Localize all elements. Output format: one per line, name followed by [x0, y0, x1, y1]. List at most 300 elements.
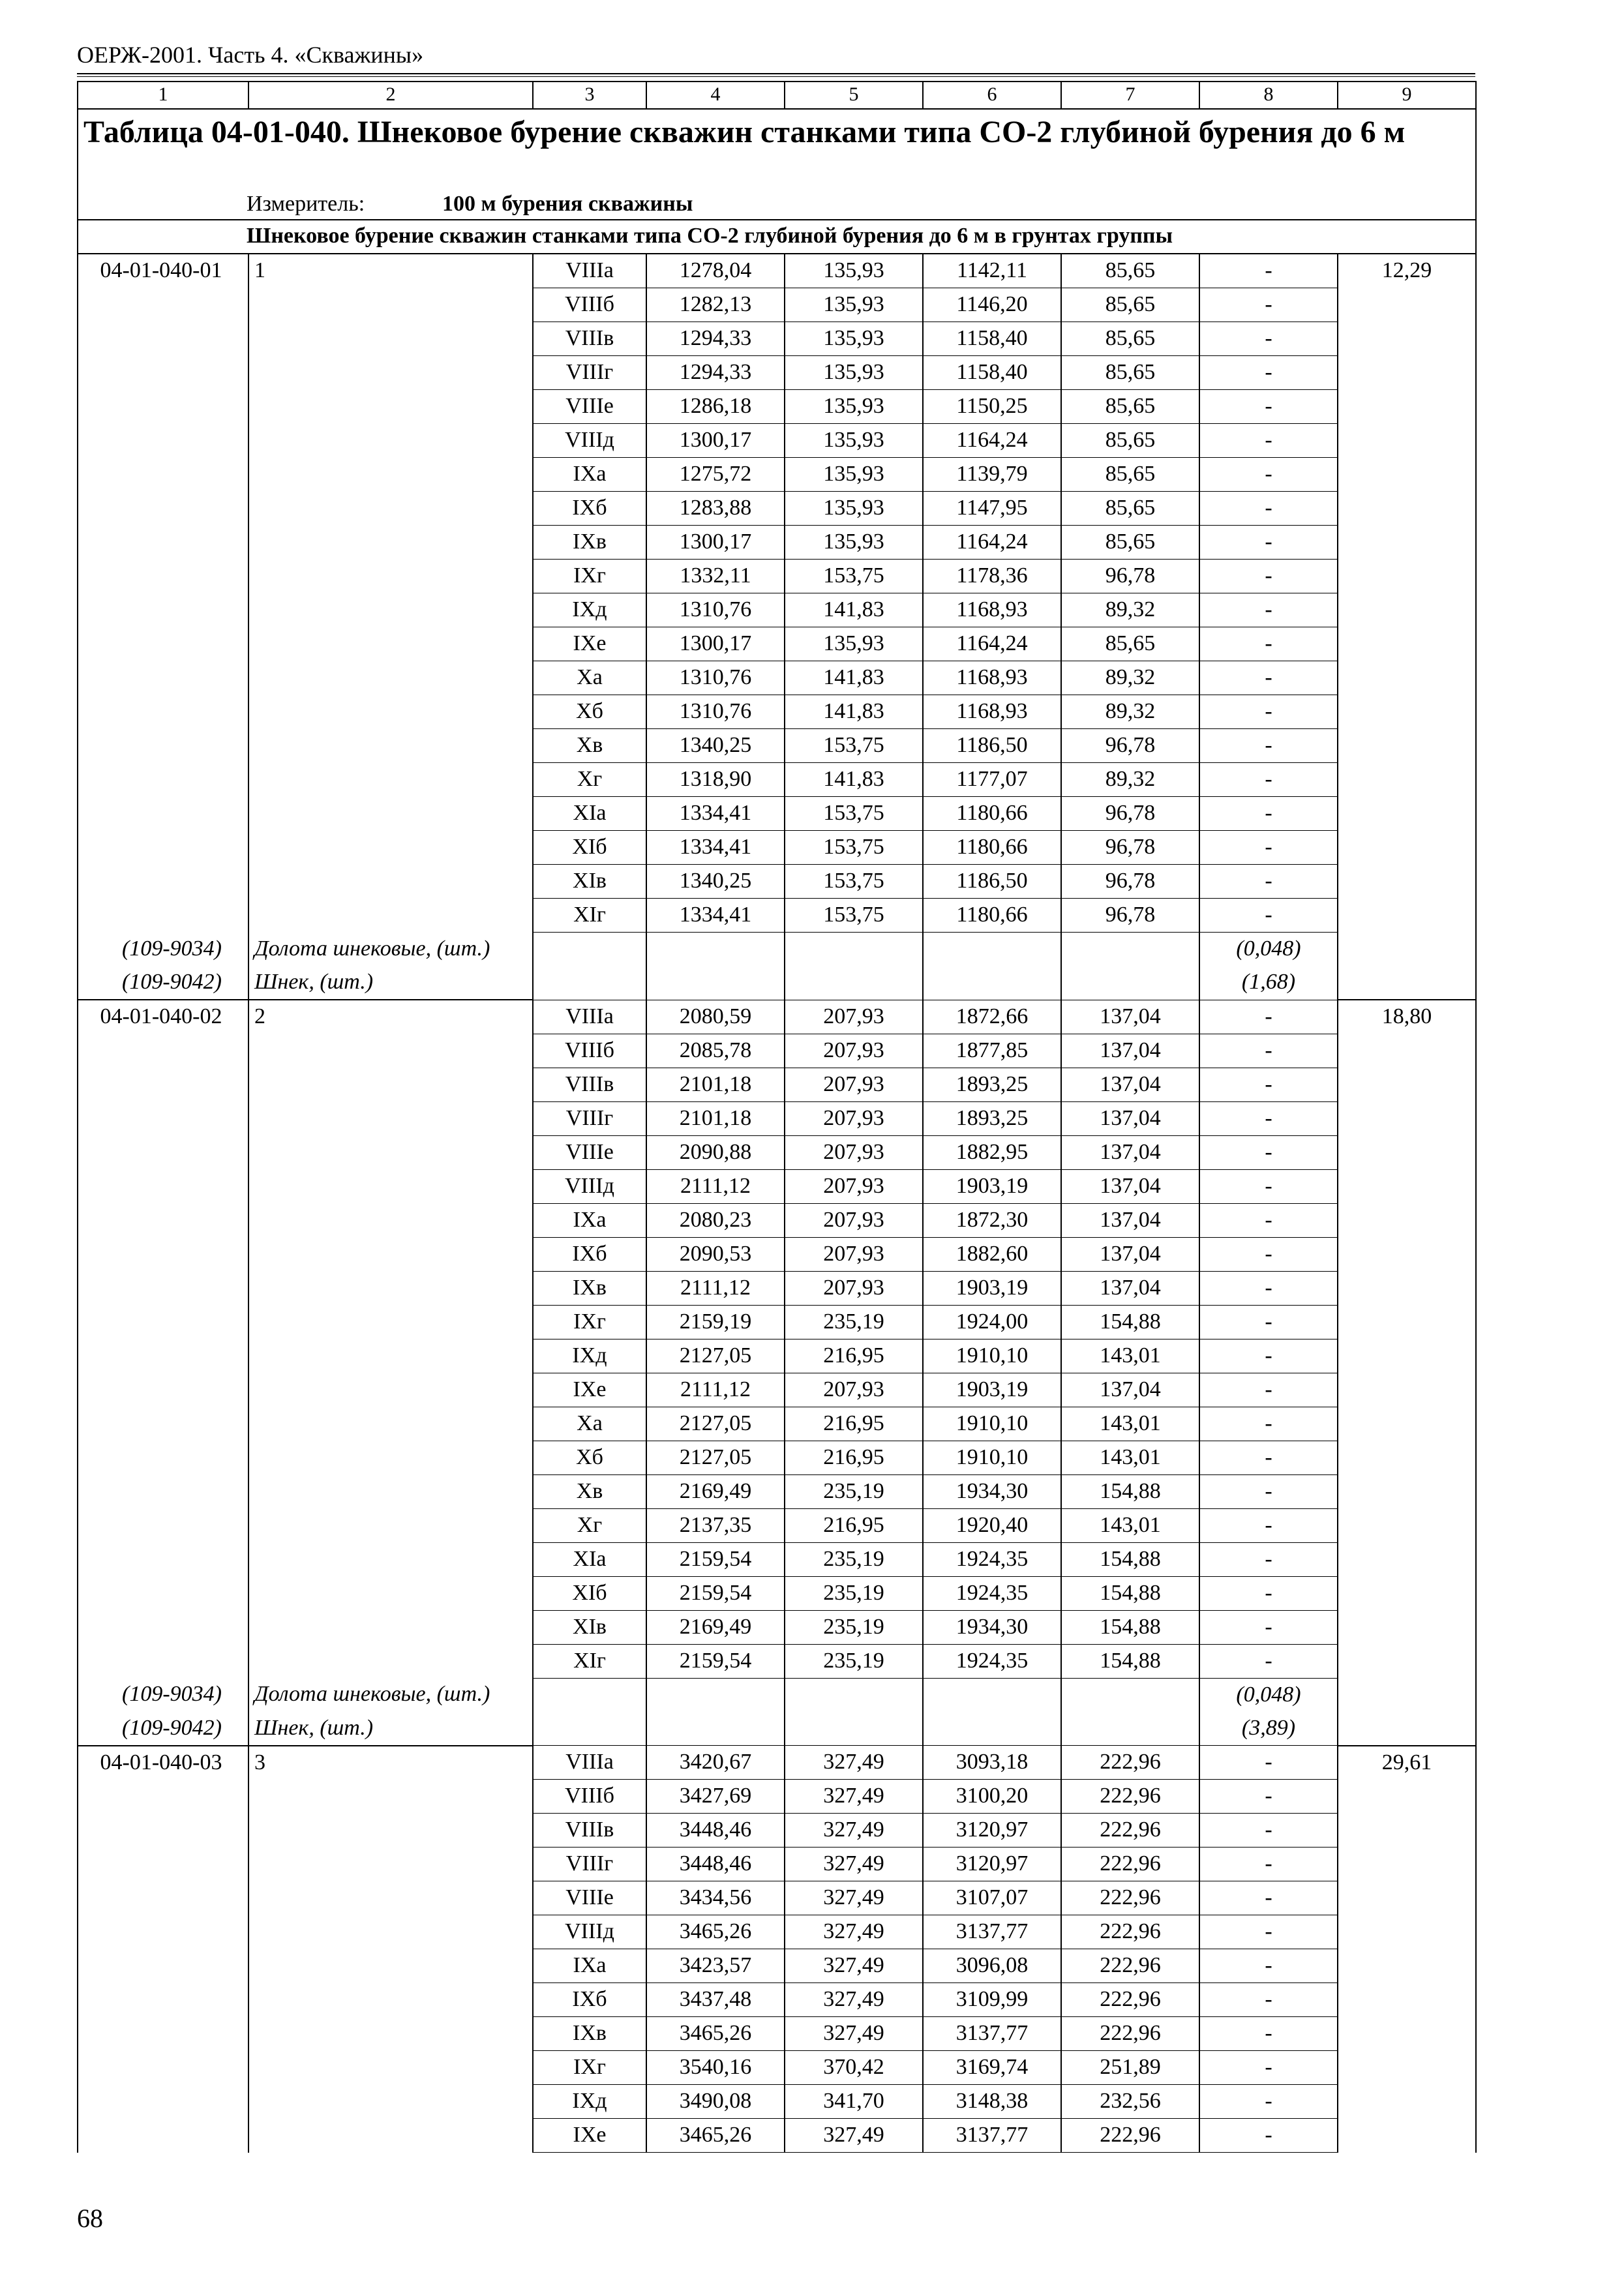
value-cell: 1168,93	[923, 661, 1061, 695]
value-cell: 3137,77	[923, 1915, 1061, 1949]
empty-cell	[785, 933, 923, 966]
value-cell: -	[1199, 356, 1338, 390]
value-cell: 1300,17	[646, 424, 785, 458]
value-cell: -	[1199, 2051, 1338, 2085]
value-cell: 1934,30	[923, 1610, 1061, 1644]
value-cell: 1146,20	[923, 288, 1061, 322]
rate-code: 04-01-040-01	[78, 254, 248, 933]
value-cell: 251,89	[1061, 2051, 1199, 2085]
value-cell: -	[1199, 2119, 1338, 2153]
soil-group: VIIIг	[533, 1848, 646, 1881]
value-cell: 141,83	[785, 593, 923, 627]
value-cell: 135,93	[785, 627, 923, 661]
resource-value: (0,048)	[1199, 1678, 1338, 1712]
value-cell: 2111,12	[646, 1271, 785, 1305]
soil-group: IXа	[533, 1949, 646, 1983]
value-cell: 1164,24	[923, 424, 1061, 458]
empty-cell	[646, 966, 785, 1000]
value-cell: -	[1199, 661, 1338, 695]
value-cell: 1910,10	[923, 1407, 1061, 1441]
table-row	[78, 1000, 1476, 1034]
value-cell: 222,96	[1061, 1881, 1199, 1915]
soil-group: Xб	[533, 1441, 646, 1474]
value-cell: 153,75	[785, 560, 923, 593]
value-cell: 137,04	[1061, 1271, 1199, 1305]
value-cell: -	[1199, 1915, 1338, 1949]
table-title: Таблица 04-01-040. Шнековое бурение скважин станками типа СО-2 глубиной бурения до 6 м	[78, 109, 1476, 190]
soil-group: IXв	[533, 1271, 646, 1305]
value-cell: 3434,56	[646, 1881, 785, 1915]
value-cell: 154,88	[1061, 1576, 1199, 1610]
value-cell: 1334,41	[646, 899, 785, 933]
value-cell: 1872,66	[923, 1000, 1061, 1034]
soil-group: VIIIа	[533, 254, 646, 288]
soil-group: VIIIа	[533, 1000, 646, 1034]
value-cell: 85,65	[1061, 492, 1199, 526]
value-cell: 2101,18	[646, 1101, 785, 1135]
value-cell: -	[1199, 1339, 1338, 1373]
value-cell: 137,04	[1061, 1203, 1199, 1237]
value-cell: 1164,24	[923, 627, 1061, 661]
value-cell: 85,65	[1061, 627, 1199, 661]
value-cell: 207,93	[785, 1169, 923, 1203]
resource-name: Шнек, (шт.)	[248, 966, 533, 1000]
value-cell: 1178,36	[923, 560, 1061, 593]
soil-group: VIIIб	[533, 288, 646, 322]
soil-group: VIIIе	[533, 1881, 646, 1915]
value-cell: 1318,90	[646, 763, 785, 797]
value-cell: -	[1199, 254, 1338, 288]
value-cell: 135,93	[785, 492, 923, 526]
value-cell: -	[1199, 1237, 1338, 1271]
value-cell: 154,88	[1061, 1542, 1199, 1576]
value-cell: -	[1199, 1271, 1338, 1305]
value-cell: 1283,88	[646, 492, 785, 526]
value-cell: 153,75	[785, 797, 923, 831]
value-cell: 3465,26	[646, 1915, 785, 1949]
resource-row	[78, 966, 1476, 1000]
value-cell: 1872,30	[923, 1203, 1061, 1237]
meter-value: 100 м бурения скважины	[442, 192, 693, 216]
value-cell: 2159,54	[646, 1576, 785, 1610]
resource-row	[78, 1712, 1476, 1746]
value-cell: 3120,97	[923, 1814, 1061, 1848]
value-cell: 1282,13	[646, 288, 785, 322]
value-cell: 3137,77	[923, 2017, 1061, 2051]
soil-group: Xб	[533, 695, 646, 729]
value-cell: 2111,12	[646, 1373, 785, 1407]
value-cell: 1142,11	[923, 254, 1061, 288]
value-cell: 1334,41	[646, 797, 785, 831]
value-cell: 207,93	[785, 1068, 923, 1101]
value-cell: 96,78	[1061, 560, 1199, 593]
value-cell: 1180,66	[923, 797, 1061, 831]
empty-cell	[785, 1678, 923, 1712]
value-cell: 143,01	[1061, 1407, 1199, 1441]
soil-group: IXе	[533, 1373, 646, 1407]
value-cell: 85,65	[1061, 458, 1199, 492]
value-cell: 85,65	[1061, 526, 1199, 560]
value-cell: -	[1199, 560, 1338, 593]
resource-name: Долота шнековые, (шт.)	[248, 1678, 533, 1712]
header-rule	[77, 73, 1475, 77]
soil-group: VIIIд	[533, 1169, 646, 1203]
value-cell: -	[1199, 2017, 1338, 2051]
value-cell: 3109,99	[923, 1983, 1061, 2017]
value-cell: 96,78	[1061, 899, 1199, 933]
soil-group: VIIIе	[533, 390, 646, 424]
value-cell: -	[1199, 1881, 1338, 1915]
value-cell: 96,78	[1061, 865, 1199, 899]
soil-group: IXд	[533, 2085, 646, 2119]
value-cell: 141,83	[785, 763, 923, 797]
value-cell: 1877,85	[923, 1034, 1061, 1068]
value-cell: 207,93	[785, 1237, 923, 1271]
running-header: ОЕРЖ-2001. Часть 4. «Скважины»	[77, 42, 424, 68]
value-cell: -	[1199, 1373, 1338, 1407]
labor-cost: 18,80	[1338, 1000, 1476, 1746]
column-number: 5	[785, 82, 923, 109]
value-cell: 207,93	[785, 1101, 923, 1135]
value-cell: 3448,46	[646, 1848, 785, 1881]
rate-description: 2	[248, 1000, 533, 1678]
value-cell: 3540,16	[646, 2051, 785, 2085]
table-subheading: Шнековое бурение скважин станками типа СО-2 глубиной бурения до 6 м в грунтах группы	[78, 220, 1476, 254]
value-cell: 207,93	[785, 1203, 923, 1237]
value-cell: 1275,72	[646, 458, 785, 492]
soil-group: IXб	[533, 1237, 646, 1271]
value-cell: 235,19	[785, 1542, 923, 1576]
value-cell: 2159,19	[646, 1305, 785, 1339]
soil-group: VIIIб	[533, 1034, 646, 1068]
soil-group: XIа	[533, 1542, 646, 1576]
value-cell: 137,04	[1061, 1068, 1199, 1101]
value-cell: 1924,35	[923, 1542, 1061, 1576]
value-cell: -	[1199, 1576, 1338, 1610]
value-cell: 3423,57	[646, 1949, 785, 1983]
empty-cell	[646, 933, 785, 966]
value-cell: 143,01	[1061, 1441, 1199, 1474]
soil-group: VIIIб	[533, 1780, 646, 1814]
value-cell: 1150,25	[923, 390, 1061, 424]
value-cell: -	[1199, 797, 1338, 831]
value-cell: 1168,93	[923, 593, 1061, 627]
value-cell: 3490,08	[646, 2085, 785, 2119]
empty-cell	[785, 966, 923, 1000]
meter-label: Измеритель:	[247, 192, 365, 216]
value-cell: 3120,97	[923, 1848, 1061, 1881]
value-cell: 2101,18	[646, 1068, 785, 1101]
value-cell: -	[1199, 492, 1338, 526]
value-cell: 327,49	[785, 1949, 923, 1983]
value-cell: -	[1199, 424, 1338, 458]
soil-group: XIг	[533, 899, 646, 933]
value-cell: 153,75	[785, 831, 923, 865]
value-cell: 1334,41	[646, 831, 785, 865]
value-cell: 1903,19	[923, 1373, 1061, 1407]
value-cell: 89,32	[1061, 593, 1199, 627]
value-cell: -	[1199, 831, 1338, 865]
value-cell: 85,65	[1061, 322, 1199, 356]
value-cell: -	[1199, 1203, 1338, 1237]
soil-group: VIIIв	[533, 1068, 646, 1101]
value-cell: 1340,25	[646, 729, 785, 763]
column-number: 1	[78, 82, 248, 109]
value-cell: 96,78	[1061, 797, 1199, 831]
value-cell: -	[1199, 1610, 1338, 1644]
soil-group: XIв	[533, 1610, 646, 1644]
soil-group: XIа	[533, 797, 646, 831]
value-cell: -	[1199, 1474, 1338, 1508]
value-cell: 2085,78	[646, 1034, 785, 1068]
value-cell: -	[1199, 1814, 1338, 1848]
value-cell: 216,95	[785, 1407, 923, 1441]
value-cell: 2169,49	[646, 1474, 785, 1508]
soil-group: VIIIг	[533, 1101, 646, 1135]
value-cell: 1924,35	[923, 1576, 1061, 1610]
soil-group: IXг	[533, 2051, 646, 2085]
resource-code: (109-9042)	[78, 1712, 248, 1746]
resource-row	[78, 933, 1476, 966]
value-cell: 137,04	[1061, 1135, 1199, 1169]
value-cell: 3100,20	[923, 1780, 1061, 1814]
soil-group: IXв	[533, 2017, 646, 2051]
value-cell: 137,04	[1061, 1169, 1199, 1203]
resource-name: Шнек, (шт.)	[248, 1712, 533, 1746]
table-title-row	[78, 109, 1476, 190]
value-cell: -	[1199, 695, 1338, 729]
value-cell: 327,49	[785, 1780, 923, 1814]
value-cell: 89,32	[1061, 763, 1199, 797]
value-cell: 222,96	[1061, 1983, 1199, 2017]
soil-group: VIIIд	[533, 424, 646, 458]
value-cell: 1924,35	[923, 1644, 1061, 1678]
empty-cell	[1061, 966, 1199, 1000]
value-cell: 370,42	[785, 2051, 923, 2085]
value-cell: 1310,76	[646, 695, 785, 729]
soil-group: IXд	[533, 593, 646, 627]
soil-group: XIг	[533, 1644, 646, 1678]
value-cell: 235,19	[785, 1644, 923, 1678]
value-cell: 207,93	[785, 1034, 923, 1068]
value-cell: 327,49	[785, 1814, 923, 1848]
empty-cell	[785, 1712, 923, 1746]
value-cell: 2090,53	[646, 1237, 785, 1271]
value-cell: 141,83	[785, 695, 923, 729]
value-cell: 222,96	[1061, 2119, 1199, 2153]
value-cell: 2127,05	[646, 1441, 785, 1474]
soil-group: IXд	[533, 1339, 646, 1373]
soil-group: Xг	[533, 763, 646, 797]
value-cell: -	[1199, 1508, 1338, 1542]
labor-cost: 12,29	[1338, 254, 1476, 1000]
empty-cell	[923, 1712, 1061, 1746]
column-number: 4	[646, 82, 785, 109]
value-cell: -	[1199, 322, 1338, 356]
value-cell: -	[1199, 899, 1338, 933]
value-cell: 135,93	[785, 254, 923, 288]
value-cell: 1920,40	[923, 1508, 1061, 1542]
soil-group: XIб	[533, 831, 646, 865]
resource-value: (3,89)	[1199, 1712, 1338, 1746]
soil-group: XIв	[533, 865, 646, 899]
value-cell: -	[1199, 1034, 1338, 1068]
value-cell: 2137,35	[646, 1508, 785, 1542]
value-cell: 1158,40	[923, 322, 1061, 356]
value-cell: 222,96	[1061, 1746, 1199, 1780]
value-cell: 154,88	[1061, 1474, 1199, 1508]
rate-code: 04-01-040-02	[78, 1000, 248, 1678]
value-cell: -	[1199, 1746, 1338, 1780]
soil-group: Xг	[533, 1508, 646, 1542]
value-cell: 327,49	[785, 1881, 923, 1915]
value-cell: 153,75	[785, 729, 923, 763]
value-cell: -	[1199, 865, 1338, 899]
value-cell: 1310,76	[646, 661, 785, 695]
rate-description: 1	[248, 254, 533, 933]
value-cell: 1893,25	[923, 1068, 1061, 1101]
value-cell: 2080,59	[646, 1000, 785, 1034]
value-cell: -	[1199, 627, 1338, 661]
value-cell: 1340,25	[646, 865, 785, 899]
column-number: 6	[923, 82, 1061, 109]
soil-group: Xв	[533, 1474, 646, 1508]
resource-code: (109-9034)	[78, 1678, 248, 1712]
value-cell: 1180,66	[923, 899, 1061, 933]
value-cell: 1300,17	[646, 526, 785, 560]
soil-group: IXг	[533, 560, 646, 593]
value-cell: 1186,50	[923, 865, 1061, 899]
value-cell: 1882,95	[923, 1135, 1061, 1169]
empty-cell	[1061, 1712, 1199, 1746]
value-cell: 2080,23	[646, 1203, 785, 1237]
value-cell: 1310,76	[646, 593, 785, 627]
value-cell: 3420,67	[646, 1746, 785, 1780]
value-cell: 1168,93	[923, 695, 1061, 729]
value-cell: 135,93	[785, 322, 923, 356]
value-cell: 1147,95	[923, 492, 1061, 526]
value-cell: -	[1199, 1949, 1338, 1983]
value-cell: 222,96	[1061, 1949, 1199, 1983]
value-cell: 216,95	[785, 1508, 923, 1542]
value-cell: 153,75	[785, 899, 923, 933]
soil-group: VIIIв	[533, 322, 646, 356]
value-cell: 143,01	[1061, 1339, 1199, 1373]
value-cell: 235,19	[785, 1610, 923, 1644]
value-cell: 1164,24	[923, 526, 1061, 560]
resource-value: (1,68)	[1199, 966, 1338, 1000]
value-cell: 222,96	[1061, 1848, 1199, 1881]
value-cell: -	[1199, 729, 1338, 763]
value-cell: 137,04	[1061, 1101, 1199, 1135]
value-cell: 1294,33	[646, 356, 785, 390]
value-cell: -	[1199, 1135, 1338, 1169]
value-cell: 154,88	[1061, 1644, 1199, 1678]
value-cell: -	[1199, 1848, 1338, 1881]
value-cell: 137,04	[1061, 1034, 1199, 1068]
soil-group: VIIIв	[533, 1814, 646, 1848]
value-cell: 135,93	[785, 356, 923, 390]
meter-cell	[78, 190, 1476, 220]
value-cell: 2159,54	[646, 1542, 785, 1576]
value-cell: 135,93	[785, 288, 923, 322]
value-cell: 3427,69	[646, 1780, 785, 1814]
value-cell: 207,93	[785, 1271, 923, 1305]
column-number: 7	[1061, 82, 1199, 109]
empty-cell	[646, 1678, 785, 1712]
value-cell: 235,19	[785, 1305, 923, 1339]
value-cell: 1158,40	[923, 356, 1061, 390]
value-cell: 154,88	[1061, 1610, 1199, 1644]
value-cell: 235,19	[785, 1576, 923, 1610]
soil-group: IXв	[533, 526, 646, 560]
value-cell: -	[1199, 1441, 1338, 1474]
value-cell: 2159,54	[646, 1644, 785, 1678]
soil-group: Xа	[533, 1407, 646, 1441]
soil-group: Xв	[533, 729, 646, 763]
resource-name: Долота шнековые, (шт.)	[248, 933, 533, 966]
value-cell: 2169,49	[646, 1610, 785, 1644]
value-cell: -	[1199, 1983, 1338, 2017]
value-cell: 1278,04	[646, 254, 785, 288]
value-cell: 3107,07	[923, 1881, 1061, 1915]
value-cell: -	[1199, 1644, 1338, 1678]
column-number: 9	[1338, 82, 1476, 109]
value-cell: 222,96	[1061, 1780, 1199, 1814]
value-cell: -	[1199, 763, 1338, 797]
soil-group: VIIIг	[533, 356, 646, 390]
value-cell: -	[1199, 458, 1338, 492]
value-cell: 1903,19	[923, 1169, 1061, 1203]
value-cell: -	[1199, 526, 1338, 560]
value-cell: 1332,11	[646, 560, 785, 593]
empty-cell	[923, 933, 1061, 966]
column-number-row	[78, 82, 1476, 109]
value-cell: -	[1199, 2085, 1338, 2119]
value-cell: -	[1199, 288, 1338, 322]
column-number: 2	[248, 82, 533, 109]
value-cell: 135,93	[785, 458, 923, 492]
empty-cell	[533, 933, 646, 966]
value-cell: 1294,33	[646, 322, 785, 356]
value-cell: 3448,46	[646, 1814, 785, 1848]
value-cell: 207,93	[785, 1373, 923, 1407]
value-cell: -	[1199, 1068, 1338, 1101]
soil-group: IXб	[533, 1983, 646, 2017]
table-row	[78, 254, 1476, 288]
value-cell: -	[1199, 1407, 1338, 1441]
soil-group: Xа	[533, 661, 646, 695]
empty-cell	[533, 966, 646, 1000]
rates-table	[77, 81, 1477, 2153]
value-cell: 85,65	[1061, 254, 1199, 288]
value-cell: 207,93	[785, 1000, 923, 1034]
value-cell: 89,32	[1061, 695, 1199, 729]
soil-group: VIIIа	[533, 1746, 646, 1780]
value-cell: 135,93	[785, 424, 923, 458]
value-cell: 85,65	[1061, 424, 1199, 458]
column-number: 3	[533, 82, 646, 109]
page-number: 68	[77, 2204, 103, 2233]
value-cell: 327,49	[785, 2119, 923, 2153]
value-cell: 135,93	[785, 526, 923, 560]
resource-code: (109-9034)	[78, 933, 248, 966]
value-cell: 222,96	[1061, 1814, 1199, 1848]
empty-cell	[923, 1678, 1061, 1712]
value-cell: 222,96	[1061, 1915, 1199, 1949]
soil-group: VIIIе	[533, 1135, 646, 1169]
value-cell: 1924,00	[923, 1305, 1061, 1339]
